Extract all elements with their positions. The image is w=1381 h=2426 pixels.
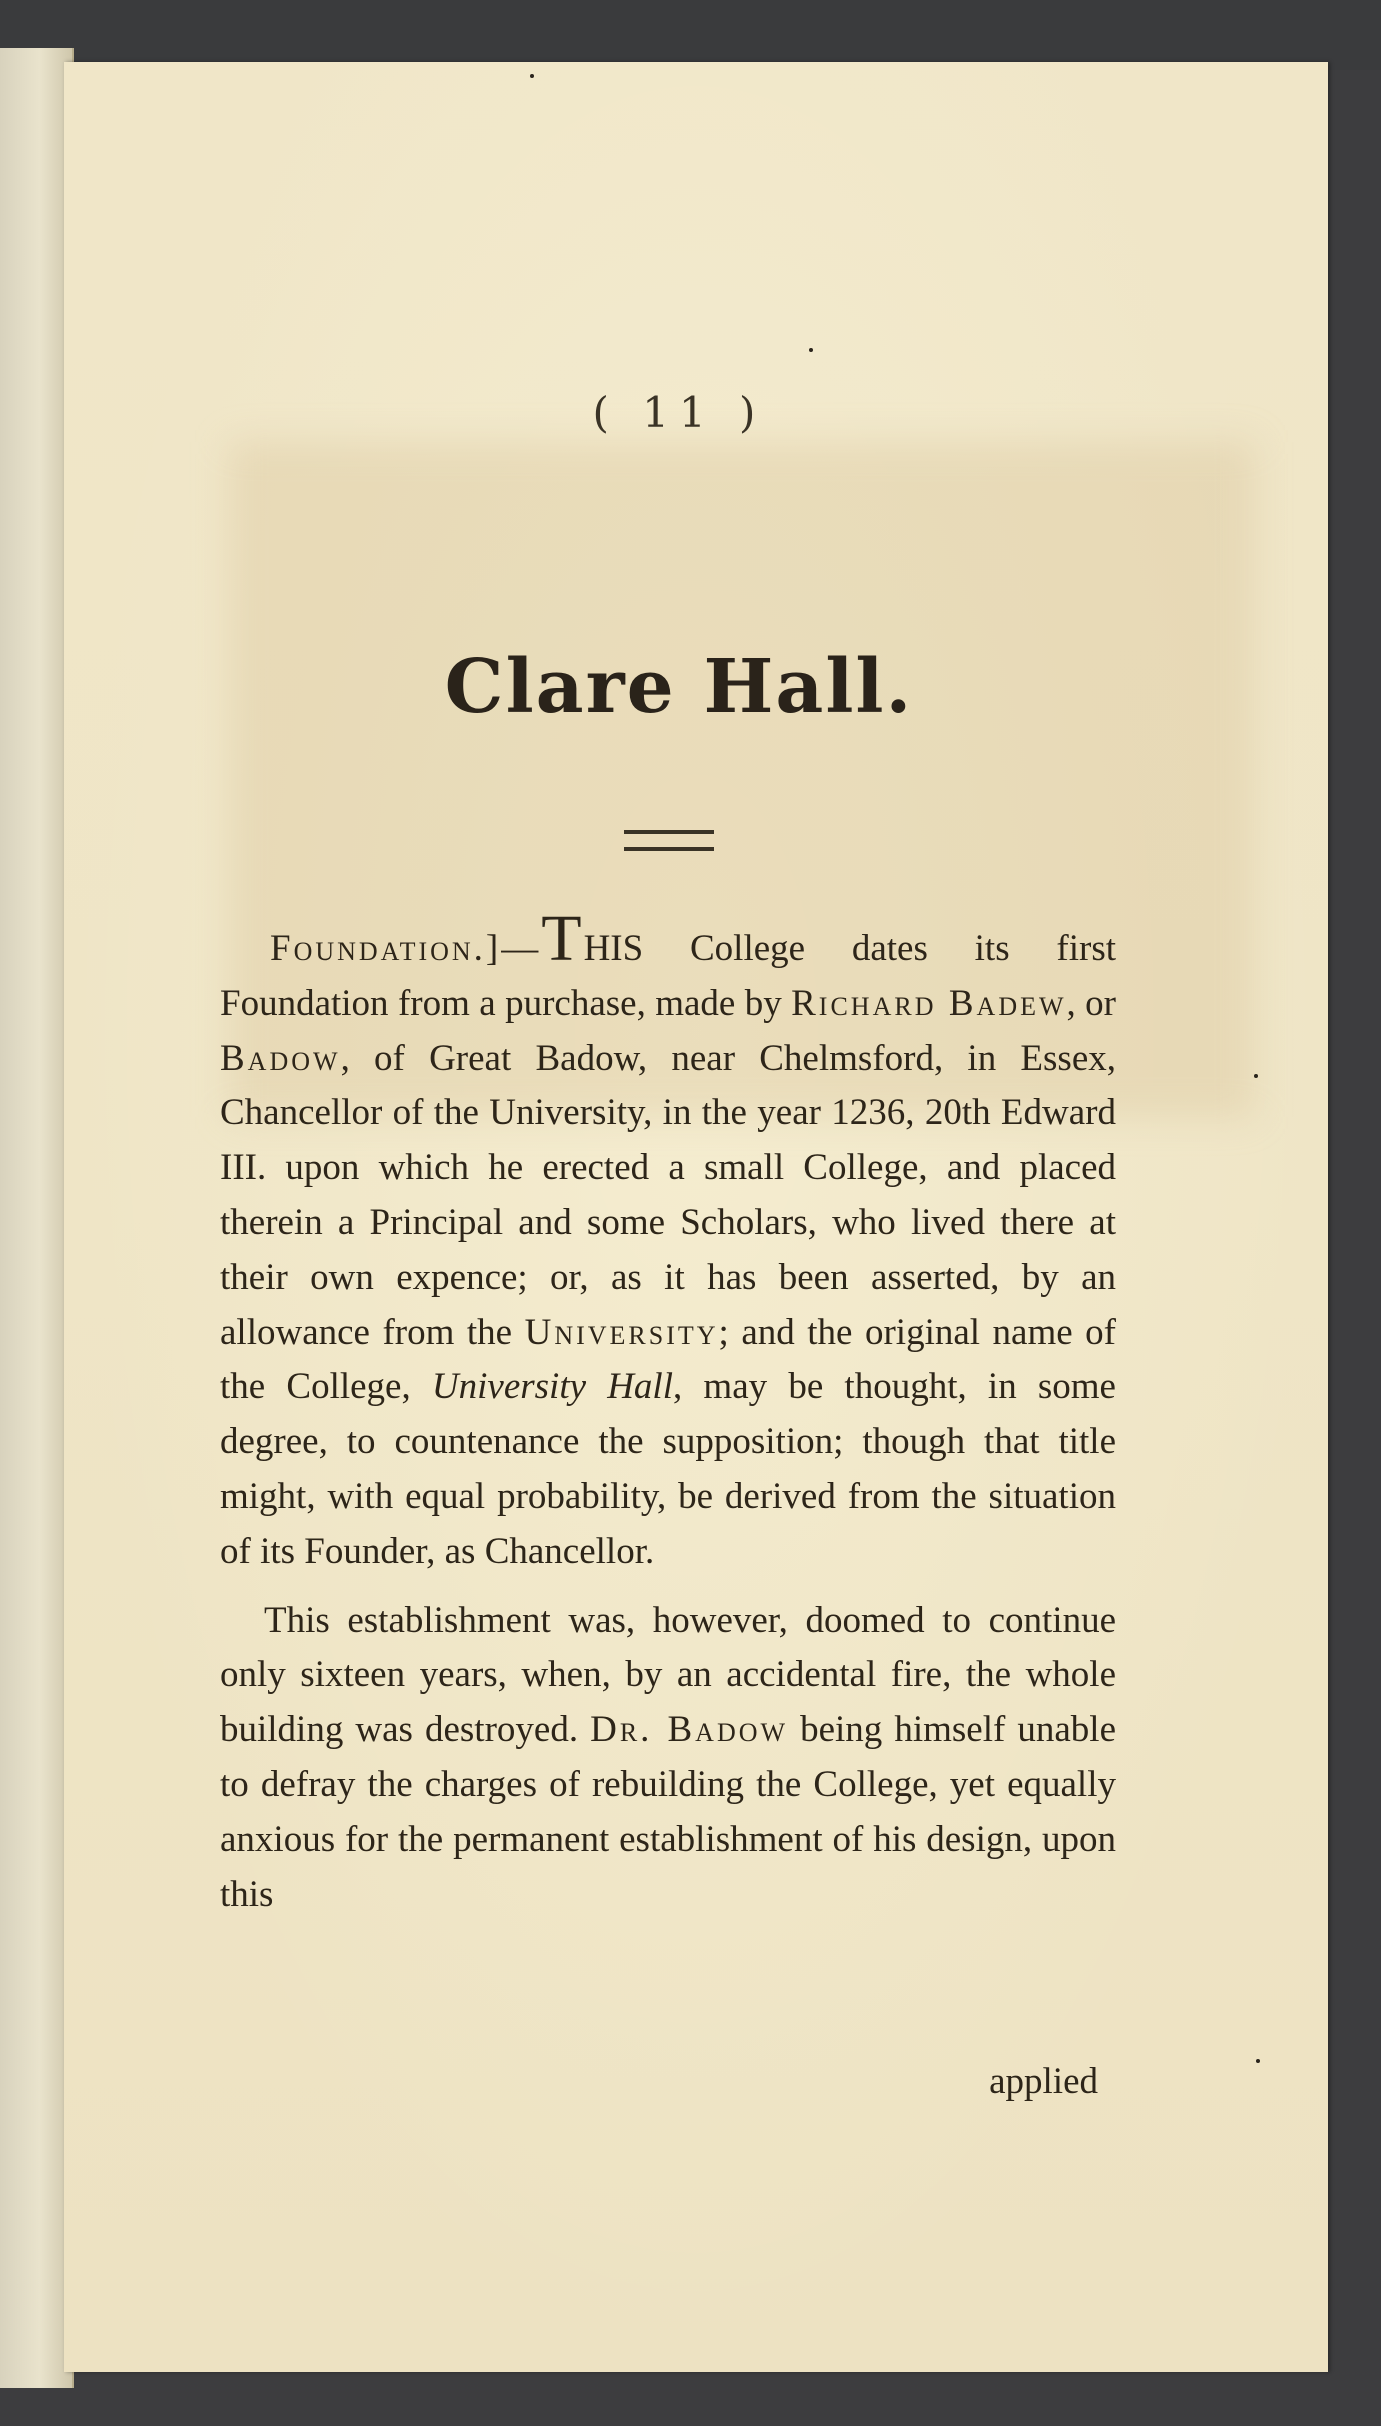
body-text <box>220 902 1116 1922</box>
title-rule <box>624 830 714 851</box>
drop-capital: T <box>541 902 584 975</box>
paragraph-establishment <box>220 1594 1116 1923</box>
doctor-name: Dr. Badow <box>590 1709 789 1751</box>
founder-alt-name: Badow <box>220 1037 341 1079</box>
section-lead: Foundation.]— <box>270 928 542 969</box>
catchword: applied <box>989 2061 1098 2102</box>
paragraph-foundation <box>220 902 1116 1580</box>
college-original-name: University Hall <box>431 1366 673 1408</box>
founder-name: Richard Badew <box>791 982 1067 1024</box>
ink-speck <box>809 348 813 352</box>
text-run: , or <box>1066 982 1116 1024</box>
ink-speck <box>530 74 534 78</box>
ink-speck <box>1254 1074 1258 1078</box>
book-page <box>64 62 1328 2372</box>
page-edges <box>0 48 74 2388</box>
text-run: ; and the original name of the College, <box>220 1311 1116 1408</box>
university-name: University <box>524 1311 719 1353</box>
text-run: being himself unable to defray the charges of rebuilding the College, yet equally anxious for the permanent establishment of his design, upon this <box>220 1709 1116 1915</box>
text-run: , of Great Badow, near Chelmsford, in Essex, Chancellor of the University, in the year 1236, 20th Edward III. upon which he erected a small College, and placed therein a Principal and some Scholars, who lived there at their own expence; or, as it has been asserted, by an allowance from the <box>220 1037 1116 1353</box>
text-run: , may be thought, in some degree, to countenance the supposition; though that title might, with equal probability, be derived from the situation of its Founder, as Chancellor. <box>220 1366 1116 1572</box>
text-run: This establishment was, however, doomed to continue only sixteen years, when, by an accidental fire, the whole building was destroyed. <box>220 1599 1116 1751</box>
scan-background <box>0 0 1381 70</box>
page-title: Clare Hall. <box>444 644 914 730</box>
page-number: ( 11 ) <box>592 388 766 437</box>
ink-speck <box>1256 2059 1260 2063</box>
opening-word: HIS <box>583 928 644 969</box>
text-run: College dates its first Foundation from a purchase, made by <box>220 928 1116 1024</box>
